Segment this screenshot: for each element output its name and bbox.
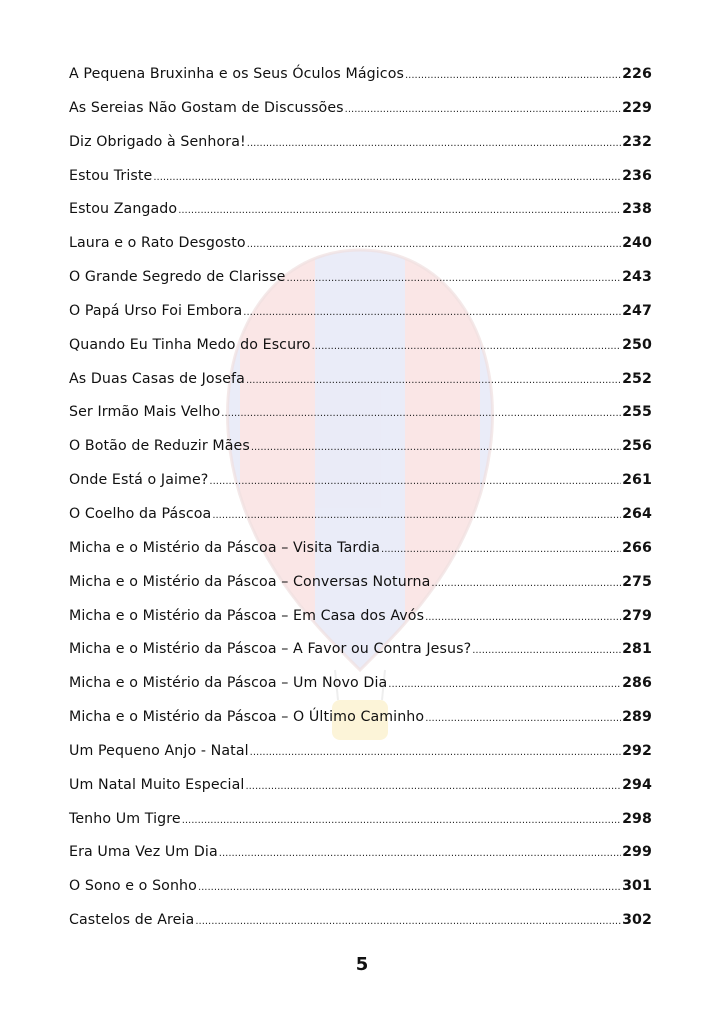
toc-entry-title: Micha e o Mistério da Páscoa – Em Casa dos Avós	[69, 607, 425, 624]
toc-entry-page: 256	[622, 438, 652, 455]
dot-leader	[246, 375, 621, 386]
toc-entry-title: O Sono e o Sonho	[69, 878, 197, 895]
toc-entry-title: Um Natal Muito Especial	[69, 776, 245, 793]
toc-entry[interactable]	[69, 506, 652, 540]
toc-entry-title: Micha e o Mistério da Páscoa – Visita Tardia	[69, 539, 381, 556]
toc-entry-page: 238	[622, 201, 652, 218]
dot-leader	[247, 138, 621, 149]
toc-entry[interactable]	[69, 811, 652, 845]
toc-entry[interactable]	[69, 404, 652, 438]
dot-leader	[195, 916, 621, 927]
toc-entry-page: 281	[622, 641, 652, 658]
toc-entry[interactable]	[69, 371, 652, 405]
dot-leader	[388, 679, 621, 690]
toc-entry-title: As Sereias Não Gostam de Discussões	[69, 99, 344, 116]
toc-entry-page: 232	[622, 133, 652, 150]
toc-entry-page: 250	[622, 336, 652, 353]
toc-entry[interactable]	[69, 675, 652, 709]
toc-entry-title: Laura e o Rato Desgosto	[69, 235, 246, 252]
toc-entry-page: 247	[622, 302, 652, 319]
toc-entry-title: O Grande Segredo de Clarisse	[69, 269, 286, 286]
toc-entry-title: Quando Eu Tinha Medo do Escuro	[69, 336, 311, 353]
dot-leader	[182, 815, 621, 826]
toc-entry-page: 264	[622, 505, 652, 522]
toc-entry-page: 252	[622, 370, 652, 387]
toc-entry[interactable]	[69, 303, 652, 337]
dot-leader	[153, 172, 621, 183]
dot-leader	[425, 612, 621, 623]
toc-entry-page: 275	[622, 573, 652, 590]
dot-leader	[312, 341, 622, 352]
toc-entry-title: O Coelho da Páscoa	[69, 505, 212, 522]
toc-entry[interactable]	[69, 641, 652, 675]
dot-leader	[472, 645, 621, 656]
toc-entry[interactable]	[69, 134, 652, 168]
dot-leader	[219, 848, 621, 859]
toc-entry[interactable]	[69, 574, 652, 608]
dot-leader	[251, 442, 621, 453]
toc-entry-title: O Papá Urso Foi Embora	[69, 302, 243, 319]
toc-entry-page: 266	[622, 539, 652, 556]
dot-leader	[287, 273, 622, 284]
toc-entry-title: Diz Obrigado à Senhora!	[69, 133, 246, 150]
dot-leader	[243, 307, 621, 318]
dot-leader	[198, 882, 621, 893]
toc-entry[interactable]	[69, 912, 652, 946]
toc-entry[interactable]	[69, 709, 652, 743]
toc-entry-page: 261	[622, 472, 652, 489]
toc-entry-page: 286	[622, 675, 652, 692]
toc-entry-title: Micha e o Mistério da Páscoa – Um Novo Dia	[69, 675, 388, 692]
toc-entry-page: 279	[622, 607, 652, 624]
toc-entry-page: 299	[622, 844, 652, 861]
toc-entry[interactable]	[69, 201, 652, 235]
toc-entry-page: 301	[622, 878, 652, 895]
toc-entry-title: Castelos de Areia	[69, 912, 195, 929]
toc-entry[interactable]	[69, 168, 652, 202]
toc-entry-page: 302	[622, 912, 652, 929]
toc-entry[interactable]	[69, 100, 652, 134]
toc-entry-title: Micha e o Mistério da Páscoa – O Último Caminho	[69, 709, 425, 726]
dot-leader	[247, 239, 621, 250]
dot-leader	[345, 104, 621, 115]
toc-entry-title: Estou Zangado	[69, 201, 178, 218]
toc-entry[interactable]	[69, 844, 652, 878]
toc-entry-title: Era Uma Vez Um Dia	[69, 844, 218, 861]
dot-leader	[405, 70, 621, 81]
dot-leader	[431, 578, 621, 589]
toc-entry-page: 294	[622, 776, 652, 793]
toc-entry-page: 243	[622, 269, 652, 286]
toc-entry-title: A Pequena Bruxinha e os Seus Óculos Mágicos	[69, 66, 404, 82]
toc-entry-title: Tenho Um Tigre	[69, 810, 181, 827]
table-of-contents	[69, 66, 652, 946]
toc-entry[interactable]	[69, 878, 652, 912]
dot-leader	[178, 205, 621, 216]
toc-entry-title: As Duas Casas de Josefa	[69, 370, 245, 387]
dot-leader	[250, 747, 621, 758]
toc-entry[interactable]	[69, 608, 652, 642]
toc-entry[interactable]	[69, 235, 652, 269]
dot-leader	[381, 544, 621, 555]
toc-entry[interactable]	[69, 540, 652, 574]
toc-entry-page: 298	[622, 810, 652, 827]
dot-leader	[425, 713, 621, 724]
toc-entry-title: Micha e o Mistério da Páscoa – Conversas Noturna	[69, 573, 431, 590]
toc-entry-title: Onde Está o Jaime?	[69, 472, 209, 489]
toc-entry-title: O Botão de Reduzir Mães	[69, 438, 250, 455]
toc-entry[interactable]	[69, 777, 652, 811]
dot-leader	[221, 408, 621, 419]
dot-leader	[209, 476, 621, 487]
toc-entry-title: Micha e o Mistério da Páscoa – A Favor ou Contra Jesus?	[69, 641, 472, 658]
toc-entry-page: 289	[622, 709, 652, 726]
page-number: 5	[355, 954, 369, 975]
toc-entry-page: 255	[622, 404, 652, 421]
toc-entry-page: 226	[622, 66, 652, 82]
toc-entry[interactable]	[69, 438, 652, 472]
toc-entry-page: 236	[622, 167, 652, 184]
toc-entry-page: 292	[622, 742, 652, 759]
toc-entry[interactable]	[69, 337, 652, 371]
toc-entry-title: Ser Irmão Mais Velho	[69, 404, 221, 421]
toc-entry[interactable]	[69, 743, 652, 777]
toc-entry[interactable]	[69, 66, 652, 100]
dot-leader	[245, 781, 621, 792]
toc-entry[interactable]	[69, 269, 652, 303]
dot-leader	[212, 510, 621, 521]
toc-entry-title: Um Pequeno Anjo - Natal	[69, 742, 249, 759]
toc-entry-page: 229	[622, 99, 652, 116]
toc-entry-page: 240	[622, 235, 652, 252]
toc-entry-title: Estou Triste	[69, 167, 153, 184]
toc-entry[interactable]	[69, 472, 652, 506]
